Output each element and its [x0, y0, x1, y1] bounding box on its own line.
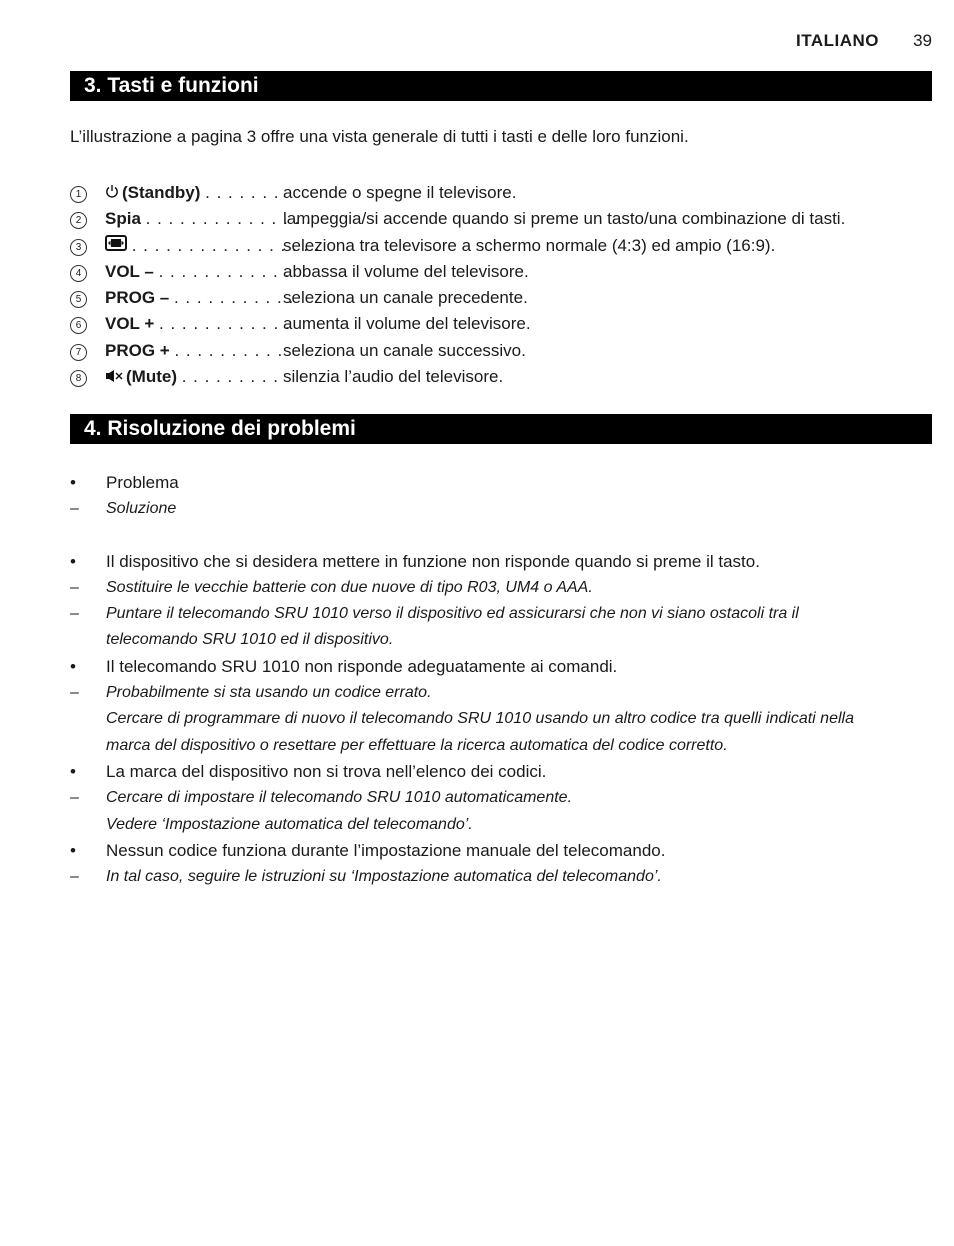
function-list [70, 180, 950, 390]
item-number: 4 [70, 265, 87, 282]
dash-marker: – [70, 500, 79, 518]
screen-format-icon [105, 233, 127, 259]
language-label: ITALIANO [795, 31, 879, 50]
item-number: 7 [70, 344, 87, 361]
section-4-title: 4. Risoluzione dei problemi [70, 414, 932, 444]
solution-item [70, 680, 940, 706]
dash-marker: – [70, 868, 79, 886]
leader-dots: . . . . . . . . . . . . . . . [145, 209, 312, 229]
function-key [105, 259, 290, 285]
item-number: 2 [70, 212, 87, 229]
page-number: 39 [913, 31, 932, 50]
problem-item-text: La marca del dispositivo non si trova nell’elenco dei codici. [106, 761, 547, 781]
solution-item [70, 733, 940, 759]
leader-dots: . . . . . . . . . . . . [159, 314, 291, 334]
leader-dots: . . . . . . . . . . [174, 340, 284, 360]
function-item [70, 338, 950, 364]
function-description: aumenta il volume del televisore. [283, 314, 531, 334]
function-key-label: VOL – [105, 261, 154, 281]
function-key-label: PROG + [105, 340, 170, 360]
function-item [70, 206, 950, 232]
solution-item-text: Cercare di programmare di nuovo il telecomando SRU 1010 usando un altro codice tra quelli indicati nella [106, 710, 854, 728]
problem-item-text: Il telecomando SRU 1010 non risponde adeguatamente ai comandi. [106, 656, 618, 676]
solution-item [70, 575, 940, 601]
dash-marker: – [70, 605, 79, 623]
function-key [105, 364, 279, 391]
function-item [70, 311, 950, 337]
function-item [70, 364, 950, 390]
item-number: 8 [70, 370, 87, 387]
troubleshooting-list [70, 470, 940, 890]
problem-item [70, 549, 940, 575]
function-description: lampeggia/si accende quando si preme un tasto/una combinazione di tasti. [283, 209, 846, 229]
function-item [70, 285, 950, 311]
bullet-marker: • [70, 656, 76, 676]
problem-item [70, 654, 940, 680]
bullet-marker: • [70, 551, 76, 571]
solution-item [70, 706, 940, 732]
solution-item-text: marca del dispositivo o resettare per effettuare la ricerca automatica del codice corretto. [106, 736, 728, 754]
legend-problem-text: Problema [106, 473, 179, 492]
solution-item [70, 601, 940, 627]
section-3-title: 3. Tasti e funzioni [70, 71, 932, 101]
function-description: abbassa il volume del televisore. [283, 261, 529, 281]
function-key-label: Spia [105, 209, 141, 229]
solution-item [70, 627, 940, 653]
mute-icon [105, 365, 123, 391]
function-description: seleziona un canale precedente. [283, 288, 528, 308]
bullet-marker: • [70, 473, 76, 492]
function-description: seleziona tra televisore a schermo normale (4:3) ed ampio (16:9). [283, 235, 776, 255]
dash-marker: – [70, 789, 79, 807]
item-number: 6 [70, 317, 87, 334]
problem-item [70, 838, 940, 864]
function-key-label: (Mute) [126, 367, 177, 387]
dash-marker: – [70, 684, 79, 702]
function-key [105, 206, 312, 232]
function-item [70, 233, 950, 259]
item-number: 1 [70, 186, 87, 203]
legend-solution [70, 496, 940, 522]
solution-item-text: telecomando SRU 1010 ed il dispositivo. [106, 631, 394, 649]
solution-item-text: Vedere ‘Impostazione automatica del telecomando’. [106, 815, 473, 833]
solution-item-text: In tal caso, seguire le istruzioni su ‘Impostazione automatica del telecomando’. [106, 868, 662, 886]
dash-marker: – [70, 578, 79, 596]
solution-item [70, 864, 940, 890]
bullet-marker: • [70, 840, 76, 860]
leader-dots: . . . . . . . . . . . [173, 288, 295, 308]
solution-item [70, 812, 940, 838]
function-key-label: (Standby) [122, 183, 201, 202]
item-number: 3 [70, 239, 87, 256]
function-item [70, 259, 950, 285]
leader-dots: . . . . . . . . . . . . . . . . . [131, 235, 321, 255]
bullet-marker: • [70, 761, 76, 781]
problem-item [70, 759, 940, 785]
function-key [105, 311, 291, 337]
function-description: silenzia l’audio del televisore. [283, 367, 504, 387]
function-key-label: VOL + [105, 314, 155, 334]
function-description: seleziona un canale successivo. [283, 340, 526, 360]
solution-item-text: Cercare di impostare il telecomando SRU 1010 automaticamente. [106, 789, 573, 807]
leader-dots: . . . . . . . [205, 183, 280, 202]
section-3-intro: L’illustrazione a pagina 3 offre una vista generale di tutti i tasti e delle loro funzioni. [70, 127, 689, 146]
function-key-label: PROG – [105, 288, 170, 308]
legend-solution-text: Soluzione [106, 500, 177, 518]
function-key [105, 285, 294, 311]
solution-item-text: Puntare il telecomando SRU 1010 verso il dispositivo ed assicurarsi che non vi siano ostacoli tra il [106, 605, 799, 623]
solution-item-text: Probabilmente si sta usando un codice errato. [106, 684, 432, 702]
leader-dots: . . . . . . . . . [181, 367, 280, 387]
problem-item-text: Il dispositivo che si desidera mettere in funzione non risponde quando si preme il tasto. [106, 551, 760, 571]
function-key [105, 180, 280, 207]
function-item [70, 180, 950, 206]
leader-dots: . . . . . . . . . . . . [158, 261, 291, 281]
function-description: accende o spegne il televisore. [283, 183, 517, 202]
solution-item-text: Sostituire le vecchie batterie con due nuove di tipo R03, UM4 o AAA. [106, 578, 593, 596]
item-number: 5 [70, 291, 87, 308]
power-icon [105, 181, 119, 207]
legend-problem [70, 470, 940, 496]
function-key [105, 338, 283, 364]
solution-item [70, 785, 940, 811]
problem-item-text: Nessun codice funziona durante l’impostazione manuale del telecomando. [106, 840, 666, 860]
